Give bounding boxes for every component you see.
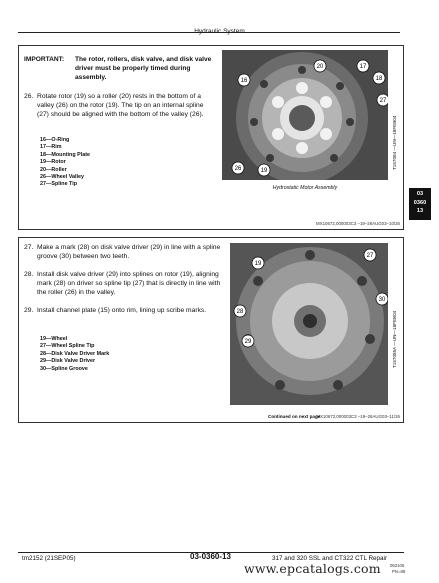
step-27 xyxy=(24,243,224,261)
step-number: 27. xyxy=(24,244,34,251)
callout-label: 27 xyxy=(366,253,374,259)
callout-19 xyxy=(252,257,264,269)
step-text: Rotate rotor (19) so a roller (20) rests in the bottom of a valley (26) on the rotor (19). The tip on an internal spline (27) should be aligned with the bottom of the valley (26). xyxy=(37,93,204,119)
section-tab-line1: 03 xyxy=(416,191,424,197)
legend-item: 29—Disk Valve Driver xyxy=(40,358,96,365)
legend-item: 20—Roller xyxy=(40,166,67,173)
legend-panel-2 xyxy=(40,336,109,373)
callout-27 xyxy=(377,94,388,106)
important-note xyxy=(24,55,215,82)
callout-label: 18 xyxy=(375,76,383,82)
callout-29 xyxy=(242,335,254,347)
callout-label: 30 xyxy=(378,297,386,303)
callout-label: 20 xyxy=(316,64,324,70)
footer-date-code: 062106 xyxy=(390,563,405,568)
step-number: 28. xyxy=(24,271,34,278)
step-number: 29. xyxy=(24,307,34,314)
callout-17 xyxy=(357,60,369,72)
callout-19 xyxy=(258,164,270,176)
callout-label: 27 xyxy=(379,98,387,104)
footer-manual-title: 317 and 320 SSL and CT322 CTL Repair xyxy=(272,555,388,562)
legend-item: 18—Mounting Plate xyxy=(40,151,91,158)
callout-28 xyxy=(234,305,246,317)
disk-valve-driver-photo xyxy=(230,243,388,405)
legend-item: 19—Wheel xyxy=(40,336,68,342)
callout-label: 26 xyxy=(234,166,242,172)
callout-label: 19 xyxy=(260,168,268,174)
hydrostatic-motor-photo xyxy=(222,50,388,180)
callout-label: 19 xyxy=(254,261,262,267)
section-tab-line2: 0360 xyxy=(413,199,427,206)
legend-item: 26—Wheel Valley xyxy=(40,174,85,181)
section-tab-line3: 13 xyxy=(416,208,424,214)
callout-label: 17 xyxy=(359,64,367,70)
legend-item: 17—Rim xyxy=(40,144,62,151)
step-28 xyxy=(24,270,224,297)
step-text: Install disk valve driver (29) into splines on rotor (19), aligning mark (28) on driver so spline tip (27) that is directly in line with the roller (26) in the valley. xyxy=(37,271,221,297)
step-29 xyxy=(24,306,224,315)
callout-20 xyxy=(314,60,326,72)
callout-label: 16 xyxy=(240,78,248,84)
continued-note: Continued on next page xyxy=(268,414,321,419)
legend-panel-1 xyxy=(40,137,90,189)
important-text: The rotor, rollers, disk valve, and disk valve driver must be properly timed during assembly. xyxy=(75,56,212,81)
step-text: Install channel plate (15) onto rim, lining up scribe marks. xyxy=(37,307,207,314)
callout-26 xyxy=(232,162,244,174)
legend-item: 27—Spline Tip xyxy=(40,181,78,188)
footer-pn: PN=89 xyxy=(392,569,406,574)
watermark: www.epcatalogs.com xyxy=(244,561,381,576)
callout-30 xyxy=(376,293,388,305)
footer-doc-id: tm2152 (21SEP05) xyxy=(22,555,76,562)
step-number: 26. xyxy=(24,93,34,100)
reference-code-2: MX10672,000003C3 –19–26AUG03–11/26 xyxy=(316,414,400,419)
legend-item: 30—Spline Groove xyxy=(40,365,88,372)
legend-item: 19—Rotor xyxy=(40,159,66,166)
header-rule xyxy=(18,32,400,33)
image-code-2: T157085A —UN—18FEB04 xyxy=(392,310,397,368)
important-label: IMPORTANT: xyxy=(24,56,65,63)
callout-27 xyxy=(364,249,376,261)
callout-label: 28 xyxy=(236,309,244,315)
step-26 xyxy=(24,92,214,119)
step-text: Make a mark (28) on disk valve driver (29) in line with a spline groove (30) between two teeth. xyxy=(37,244,221,261)
callout-label: 29 xyxy=(244,339,252,345)
section-tab xyxy=(409,188,431,220)
image-code-1: T157084 —UN—18FEB04 xyxy=(392,115,397,170)
callout-16 xyxy=(238,74,250,86)
legend-item: 28—Disk Valve Driver Mark xyxy=(40,350,110,357)
reference-code-1: MX10672,000003C3 –19–26AUG03–10/26 xyxy=(316,221,400,226)
footer-page-number: 03-0360-13 xyxy=(190,552,231,561)
legend-item: 16—O-Ring xyxy=(40,137,70,143)
legend-item: 27—Wheel Spline Tip xyxy=(40,343,95,350)
callout-18 xyxy=(373,72,385,84)
figure-caption: Hydrostatic Motor Assembly xyxy=(272,185,338,191)
